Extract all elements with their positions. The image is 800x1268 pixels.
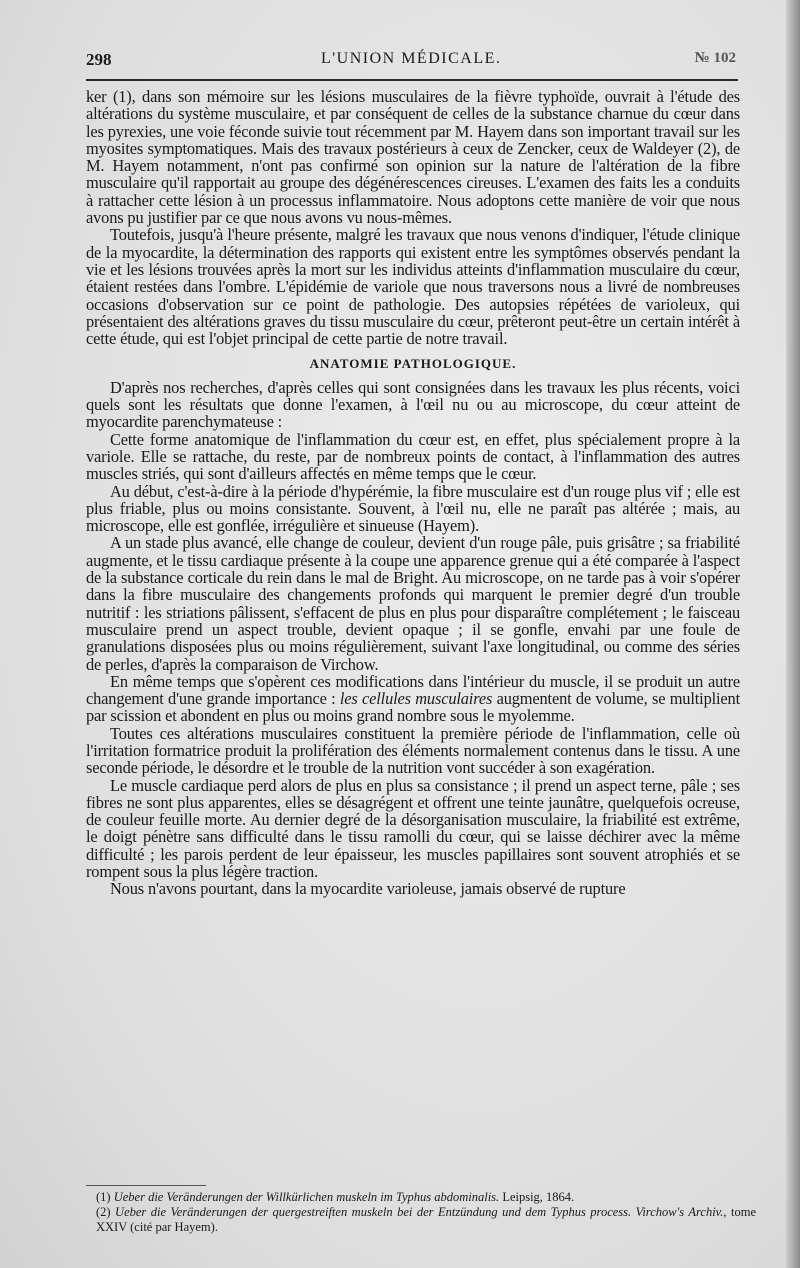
page-header — [86, 44, 736, 74]
footnote-title: Ueber die Veränderungen der quergestreiften muskeln bei der Entzündung und dem Typhus process. Virchow's Archiv. — [115, 1205, 724, 1219]
paragraph: Le muscle cardiaque perd alors de plus en plus sa consistance ; il prend un aspect terne, pâle ; ses fibres ne sont plus apparentes, elles se désagrégent et offrent une teinte jaunâtre, quelquefois ocreuse, de couleur feuille morte. Au dernier degré de la désorganisation musculaire, la friabilité est extrême, le doigt pénètre sans difficulté dans le tissu ramolli du cœur, qui se laisse déchirer avec la même difficulté ; les parois perdent de leur épaisseur, les muscles papillaires sont souvent atrophiés et se rompent sous la plus légère traction. — [86, 775, 740, 882]
article-body — [86, 88, 740, 898]
page-edge-shadow — [786, 0, 800, 1268]
paragraph: A un stade plus avancé, elle change de couleur, devient d'un rouge pâle, puis grisâtre ; sa friabilité augmente, et le tissu cardiaque présente à la coupe une apparence grenue qui a été comparée à l'aspect de la substance corticale du rein dans le mal de Bright. Au microscope, on ne tarde pas à voir s'opérer dans la fibre musculaire des changements profonds qui marquent le premier degré d'un trouble nutritif : les striations pâlissent, s'effacent de plus en plus pour disparaître complétement ; le faisceau musculaire prend un aspect trouble, devient opaque ; il se gonfle, envahi par une foule de granulations disposées plus ou moins régulièrement, suivant l'axe longitudinal, ou comme des séries de perles, d'après la comparaison de Virchow. — [86, 533, 740, 674]
paragraph: Toutefois, jusqu'à l'heure présente, malgré les travaux que nous venons d'indiquer, l'étude clinique de la myocardite, la détermination des rapports qui existent entre les symptômes observés pendant la vie et les lésions trouvées après la mort sur les individus atteints d'inflammation musculaire du cœur, étaient restées dans l'ombre. L'épidémie de variole que nous traversons nous a livré de nombreuses occasions d'observation sur ce point de pathologie. Des autopsies répétées de varioleux, qui présentaient des altérations graves du tissu musculaire du cœur, prêteront peut-être un certain intérêt à cette étude, qui est l'objet principal de cette partie de notre travail. — [86, 225, 740, 349]
footnotes — [96, 1190, 756, 1235]
issue-number: № 102 — [694, 50, 736, 66]
paragraph: Nous n'avons pourtant, dans la myocardite varioleuse, jamais observé de rupture — [110, 879, 626, 899]
header-rule — [86, 79, 738, 81]
footnote-text: , tome XXIV (cité par Hayem). — [96, 1205, 757, 1234]
page-number: 298 — [86, 50, 112, 69]
paragraph: Cette forme anatomique de l'inflammation du cœur est, en effet, plus spécialement propre à la variole. Elle se rattache, du reste, par de nombreux points de contact, à l'inflammation des autres muscles striés, qui sont d'ailleurs affectés en même temps que le cœur. — [86, 429, 740, 484]
footnote — [96, 1205, 756, 1235]
footnote-marker: (2) — [96, 1205, 111, 1219]
paragraph: ker (1), dans son mémoire sur les lésions musculaires de la fièvre typhoïde, ouvrait à l'étude des altérations du système musculaire, et par conséquent de celles de la substance charnue du cœur dans les pyrexies, une voie féconde suivie tout récemment par M. Hayem dans son important travail sur les myosites symptomatiques. Mais des travaux postérieurs à ceux de Zencker, ceux de Waldeyer (2), de M. Hayem notamment, n'ont pas confirmé son opinion sur la nature de l'altération de la fibre musculaire qu'il rapportait au groupe des dégénérescences cireuses. L'examen des faits les a conduits à rattacher cette lésion à un processus inflammatoire. Nous adoptons cette manière de voir que nous avons pu justifier par ce que nous avons vu nous-mêmes. — [86, 87, 740, 228]
footnote-title: Ueber die Veränderungen der Willkürlichen muskeln im Typhus abdominalis. — [113, 1190, 500, 1204]
footnote-text: Leipsig, 1864. — [499, 1190, 575, 1204]
section-heading: ANATOMIE PATHOLOGIQUE. — [309, 356, 517, 372]
paragraph — [86, 673, 740, 725]
paragraph-text: En même temps que s'opèrent ces modifications dans l'intérieur du muscle, il se produit un autre changement d'une grande importance : — [86, 671, 740, 709]
paragraph: Toutes ces altérations musculaires constituent la première période de l'inflammation, celle où l'irritation formatrice produit la prolifération des éléments normalement contenus dans le tissu. A une seconde période, le désordre et le trouble de la nutrition vont succéder à son exagération. — [86, 723, 740, 778]
paragraph-text: augmentent de volume, se multiplient par scission et abondent en plus ou moins grand nombre sous le myolemme. — [86, 689, 740, 726]
paragraph: D'après nos recherches, d'après celles qui sont consignées dans les travaux les plus récents, voici quels sont les résultats que donne l'examen, à l'œil nu ou au microscope, du cœur atteint de myocardite parenchymateuse : — [86, 377, 740, 432]
emphasis-text: les cellules musculaires — [339, 689, 493, 709]
paragraph: Au début, c'est-à-dire à la période d'hypérémie, la fibre musculaire est d'un rouge plus vif ; elle est plus friable, plus ou moins consistante. Souvent, à l'œil nu, elle ne paraît pas altérée ; mais, au microscope, elle est gonflée, irrégulière et sinueuse (Hayem). — [86, 481, 740, 536]
running-title: L'UNION MÉDICALE. — [321, 50, 502, 67]
footnote-rule — [86, 1185, 206, 1186]
footnote-marker: (1) — [96, 1190, 111, 1204]
footnote — [96, 1190, 756, 1205]
